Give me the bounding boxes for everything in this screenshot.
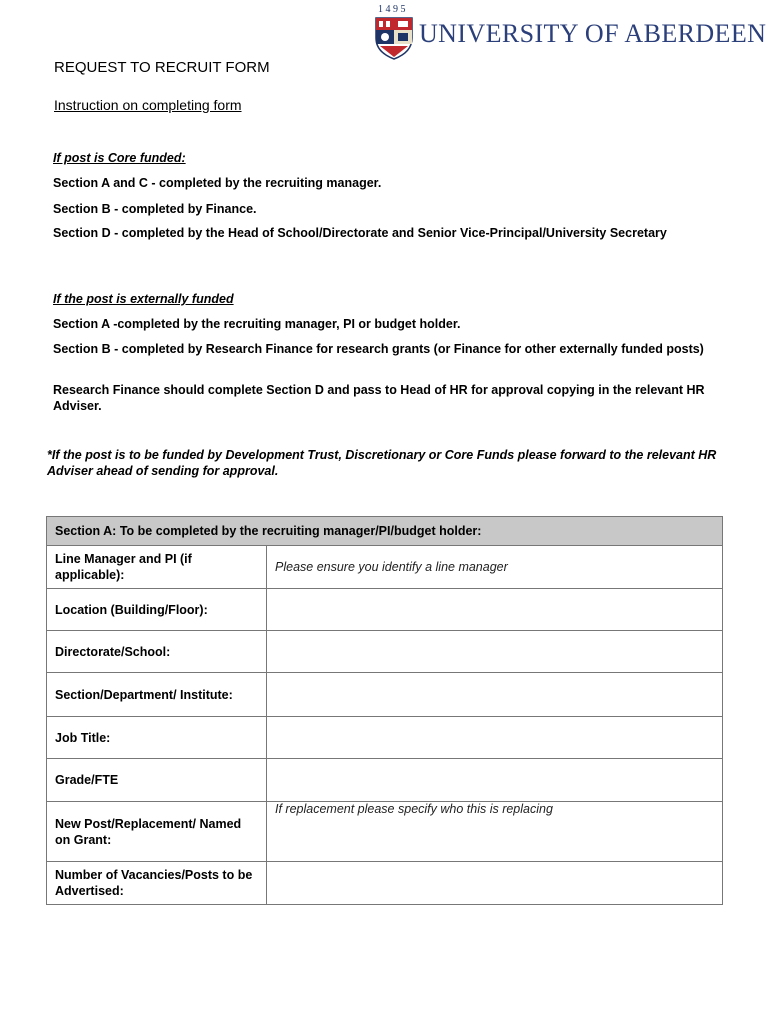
external-line-3: Research Finance should complete Section D and pass to Head of HR for approval copying in the relevant HR Adviser. (53, 383, 705, 413)
field-input-directorate[interactable] (267, 631, 723, 673)
section-a-table (46, 516, 723, 905)
funding-note: *If the post is to be funded by Development Trust, Discretionary or Core Funds please forward to the relevant HR Adviser ahead of sending for approval. (47, 448, 717, 478)
section-a-header: Section A: To be completed by the recruiting manager/PI/budget holder: (47, 517, 723, 546)
instructions-heading: Instruction on completing form (54, 97, 242, 113)
core-line-1: Section A and C - completed by the recruiting manager. (53, 176, 382, 190)
field-input-grade[interactable] (267, 759, 723, 802)
field-label-job-title: Job Title: (47, 717, 267, 759)
section-a-header-row (47, 517, 723, 546)
table-row (47, 631, 723, 673)
field-label-vacancies: Number of Vacancies/Posts to be Advertised: (47, 862, 267, 905)
field-input-job-title[interactable] (267, 717, 723, 759)
logo-year: 1495 (378, 4, 408, 15)
field-input-location[interactable] (267, 589, 723, 631)
core-line-3: Section D - completed by the Head of School/Directorate and Senior Vice-Principal/University Secretary (53, 226, 667, 240)
university-name: UNIVERSITY OF ABERDEEN (419, 19, 767, 48)
field-label-line-manager: Line Manager and PI (if applicable): (47, 546, 267, 589)
table-row (47, 546, 723, 589)
field-input-vacancies[interactable] (267, 862, 723, 905)
external-line-1: Section A -completed by the recruiting manager, PI or budget holder. (53, 317, 461, 331)
table-row (47, 589, 723, 631)
field-label-location: Location (Building/Floor): (47, 589, 267, 631)
crest-icon (374, 16, 414, 60)
table-row (47, 802, 723, 862)
field-input-line-manager[interactable]: Please ensure you identify a line manager (267, 546, 723, 589)
external-line-2: Section B - completed by Research Finance for research grants (or Finance for other externally funded posts) (53, 342, 704, 356)
core-line-2: Section B - completed by Finance. (53, 202, 257, 216)
field-input-new-post[interactable]: If replacement please specify who this is replacing (267, 802, 723, 862)
table-row (47, 862, 723, 905)
form-title: REQUEST TO RECRUIT FORM (54, 59, 270, 76)
field-label-new-post: New Post/Replacement/ Named on Grant: (47, 802, 267, 862)
core-funded-heading: If post is Core funded: (53, 151, 186, 165)
field-label-section: Section/Department/ Institute: (47, 673, 267, 717)
field-label-grade: Grade/FTE (47, 759, 267, 802)
table-row (47, 717, 723, 759)
table-row (47, 673, 723, 717)
field-label-directorate: Directorate/School: (47, 631, 267, 673)
university-logo (374, 4, 766, 58)
field-input-section[interactable] (267, 673, 723, 717)
table-row (47, 759, 723, 802)
external-funded-heading: If the post is externally funded (53, 292, 234, 306)
